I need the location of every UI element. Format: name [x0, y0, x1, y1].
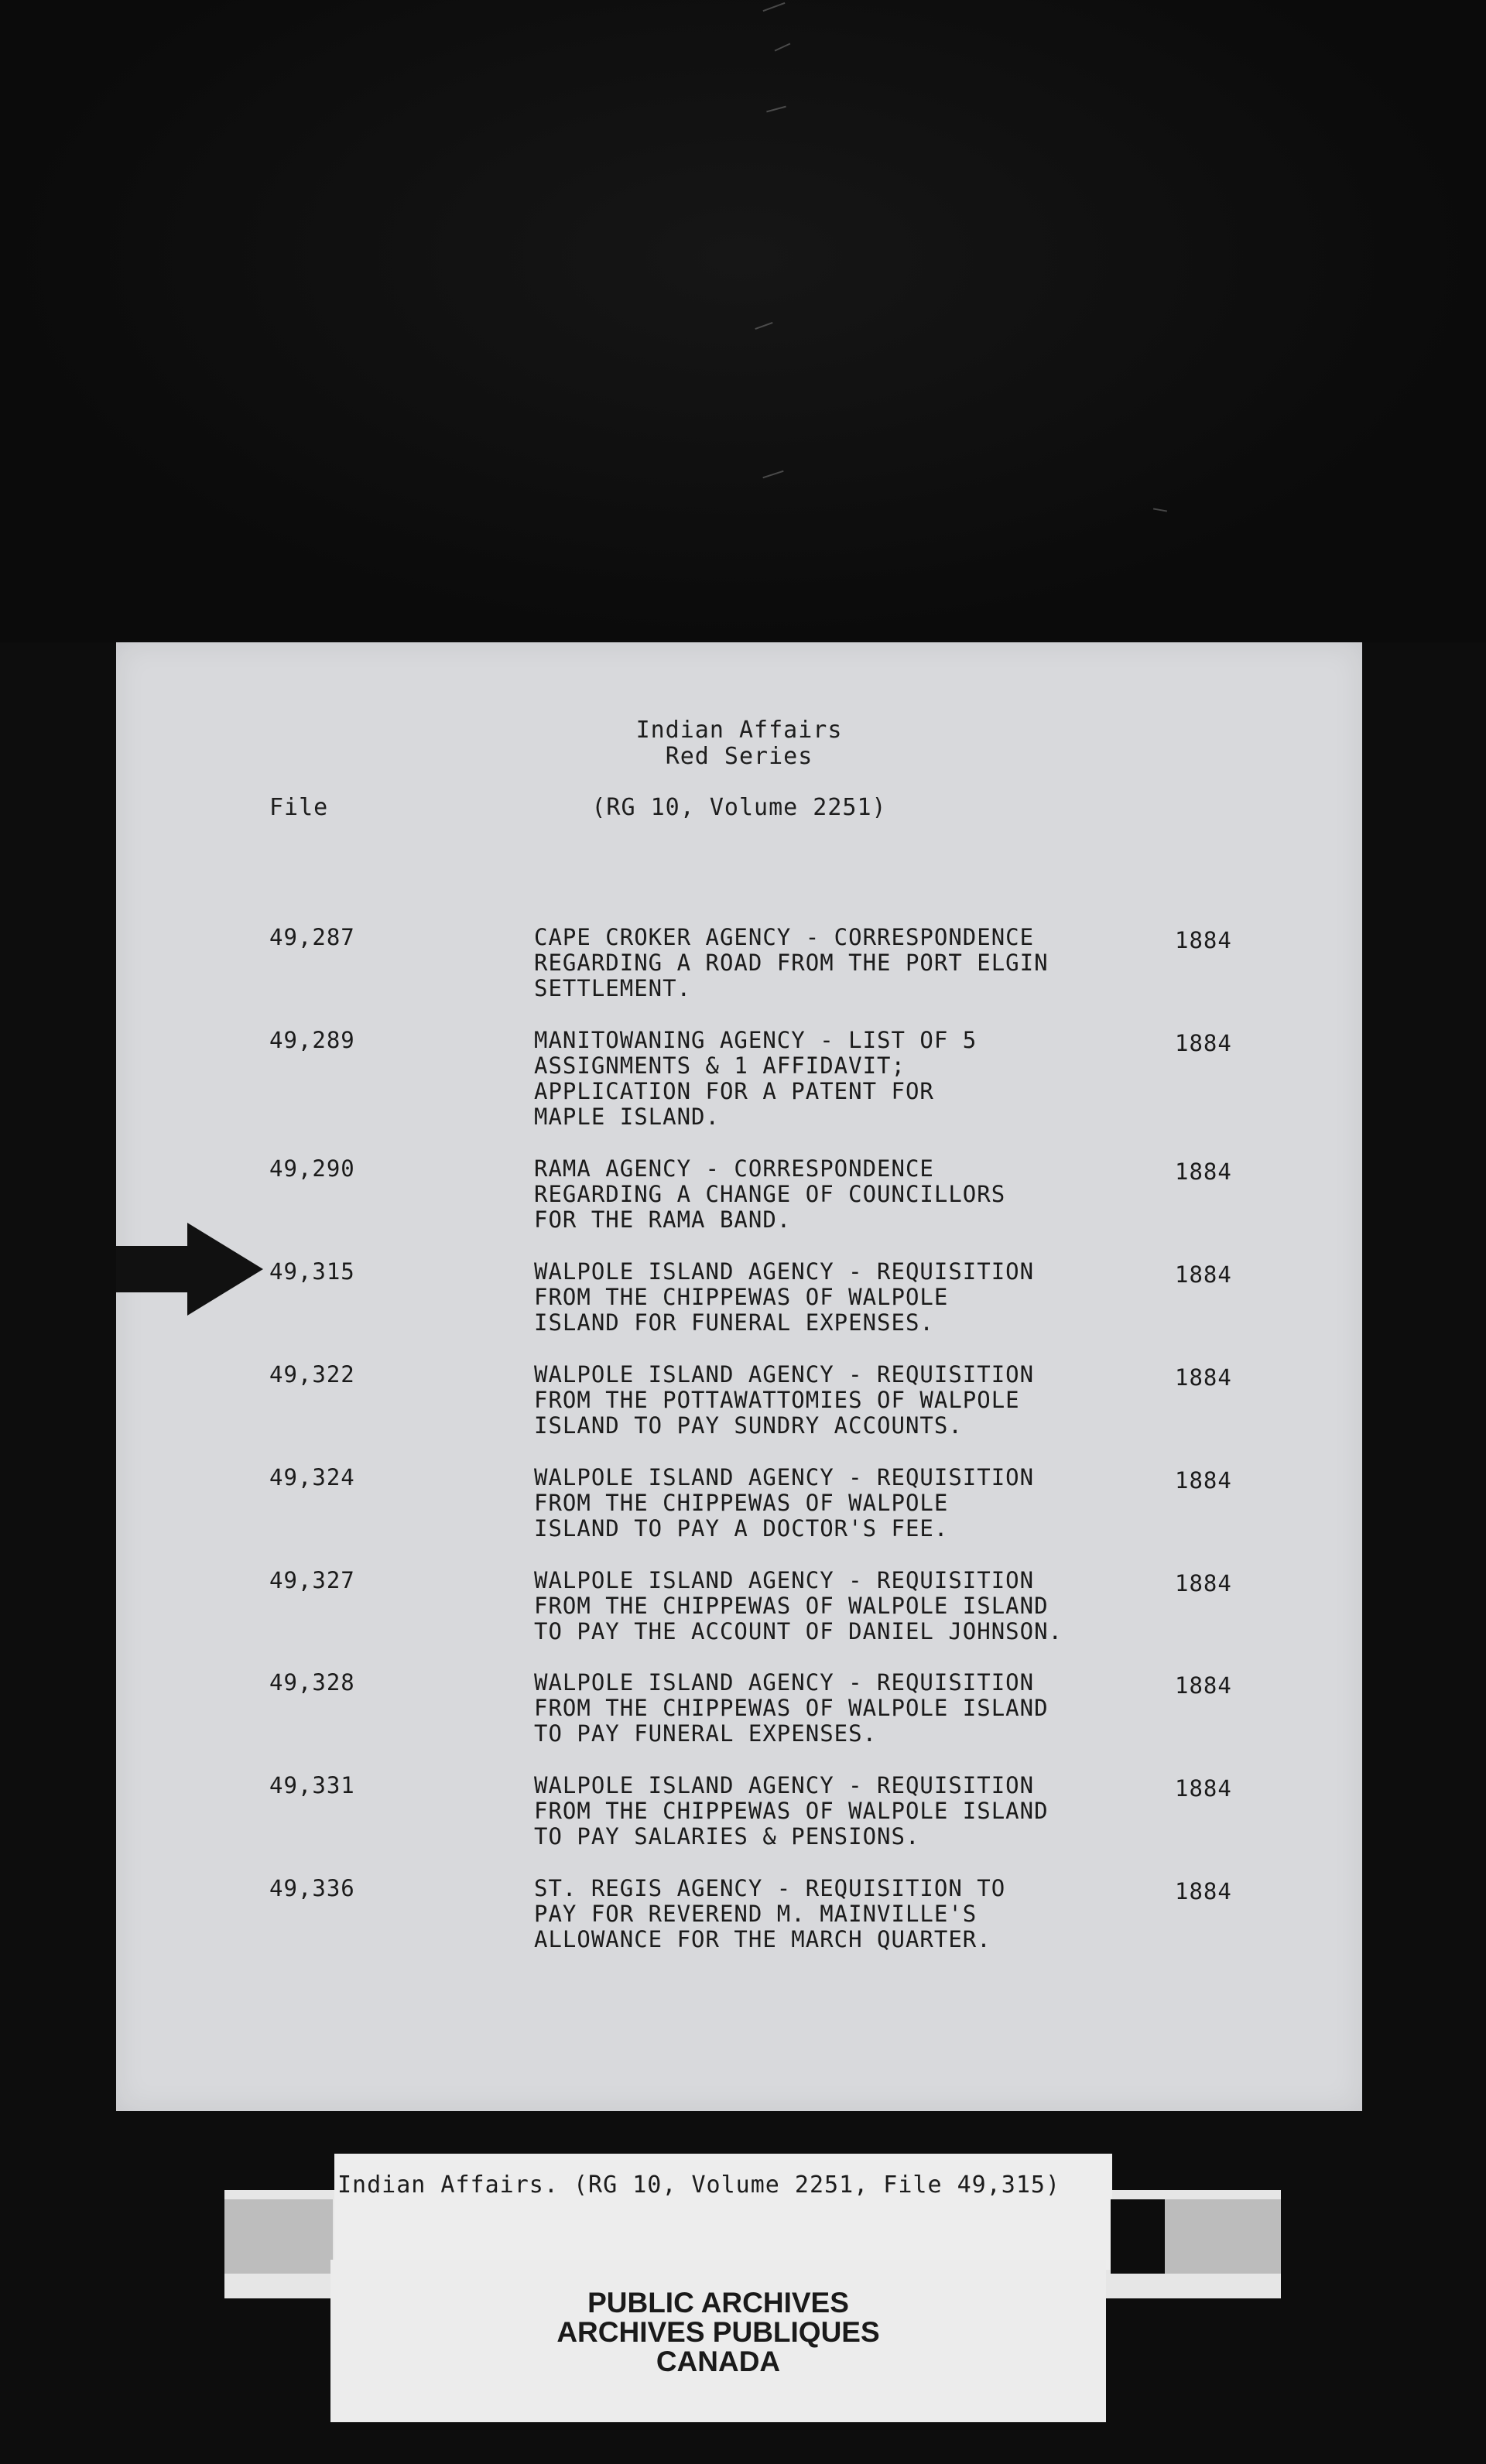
- record-file-number: 49,328: [269, 1669, 355, 1696]
- arrow-right-icon: [116, 1223, 263, 1316]
- record-description: MANITOWANING AGENCY - LIST OF 5 ASSIGNMENTS & 1 AFFIDAVIT; APPLICATION FOR A PATENT FOR MAPLE ISLAND.: [534, 1027, 978, 1130]
- stamp-line-english: PUBLIC ARCHIVES: [587, 2287, 849, 2319]
- label-strip-shadow: [1161, 2199, 1281, 2274]
- record-description: WALPOLE ISLAND AGENCY - REQUISITION FROM THE CHIPPEWAS OF WALPOLE ISLAND FOR FUNERAL EXPENSES.: [534, 1258, 1035, 1336]
- document-page: [116, 642, 1362, 2111]
- record-file-number: 49,290: [269, 1155, 355, 1182]
- film-background: [0, 0, 1486, 642]
- label-strip-shadow: [224, 2199, 333, 2274]
- record-description: WALPOLE ISLAND AGENCY - REQUISITION FROM THE CHIPPEWAS OF WALPOLE ISLAND TO PAY THE ACCOUNT OF DANIEL JOHNSON.: [534, 1567, 1063, 1644]
- record-year: 1884: [1175, 1878, 1232, 1904]
- record-year: 1884: [1175, 927, 1232, 953]
- stamp-line-french: ARCHIVES PUBLIQUES: [556, 2316, 880, 2348]
- record-description: RAMA AGENCY - CORRESPONDENCE REGARDING A CHANGE OF COUNCILLORS FOR THE RAMA BAND.: [534, 1155, 1006, 1233]
- document-title: Indian Affairs: [635, 717, 843, 744]
- record-year: 1884: [1175, 1775, 1232, 1802]
- record-year: 1884: [1175, 1570, 1232, 1596]
- stamp-line-country: CANADA: [656, 2346, 781, 2377]
- record-year: 1884: [1175, 1030, 1232, 1056]
- record-file-number: 49,336: [269, 1875, 355, 1901]
- record-year: 1884: [1175, 1261, 1232, 1288]
- record-file-number: 49,324: [269, 1464, 355, 1490]
- volume-reference: (RG 10, Volume 2251): [591, 794, 887, 821]
- record-description: WALPOLE ISLAND AGENCY - REQUISITION FROM THE POTTAWATTOMIES OF WALPOLE ISLAND TO PAY SUNDRY ACCOUNTS.: [534, 1361, 1035, 1439]
- record-description: WALPOLE ISLAND AGENCY - REQUISITION FROM THE CHIPPEWAS OF WALPOLE ISLAND TO PAY SALARIES & PENSIONS.: [534, 1772, 1049, 1850]
- record-year: 1884: [1175, 1672, 1232, 1699]
- record-file-number: 49,331: [269, 1772, 355, 1798]
- file-caption: Indian Affairs. (RG 10, Volume 2251, File 49,315): [337, 2171, 1061, 2199]
- record-description: WALPOLE ISLAND AGENCY - REQUISITION FROM THE CHIPPEWAS OF WALPOLE ISLAND TO PAY FUNERAL EXPENSES.: [534, 1669, 1049, 1747]
- record-file-number: 49,322: [269, 1361, 355, 1388]
- label-notch: [1111, 2199, 1165, 2274]
- record-file-number: 49,289: [269, 1027, 355, 1053]
- record-year: 1884: [1175, 1467, 1232, 1494]
- record-description: WALPOLE ISLAND AGENCY - REQUISITION FROM THE CHIPPEWAS OF WALPOLE ISLAND TO PAY A DOCTOR'S FEE.: [534, 1464, 1035, 1542]
- record-file-number: 49,315: [269, 1258, 355, 1285]
- record-description: ST. REGIS AGENCY - REQUISITION TO PAY FOR REVEREND M. MAINVILLE'S ALLOWANCE FOR THE MARCH QUARTER.: [534, 1875, 1006, 1952]
- record-file-number: 49,287: [269, 924, 355, 950]
- record-description: CAPE CROKER AGENCY - CORRESPONDENCE REGARDING A ROAD FROM THE PORT ELGIN SETTLEMENT.: [534, 924, 1049, 1001]
- record-year: 1884: [1175, 1364, 1232, 1391]
- record-year: 1884: [1175, 1158, 1232, 1185]
- file-column-label: File: [269, 794, 329, 821]
- document-subtitle: Red Series: [665, 743, 813, 770]
- record-file-number: 49,327: [269, 1567, 355, 1593]
